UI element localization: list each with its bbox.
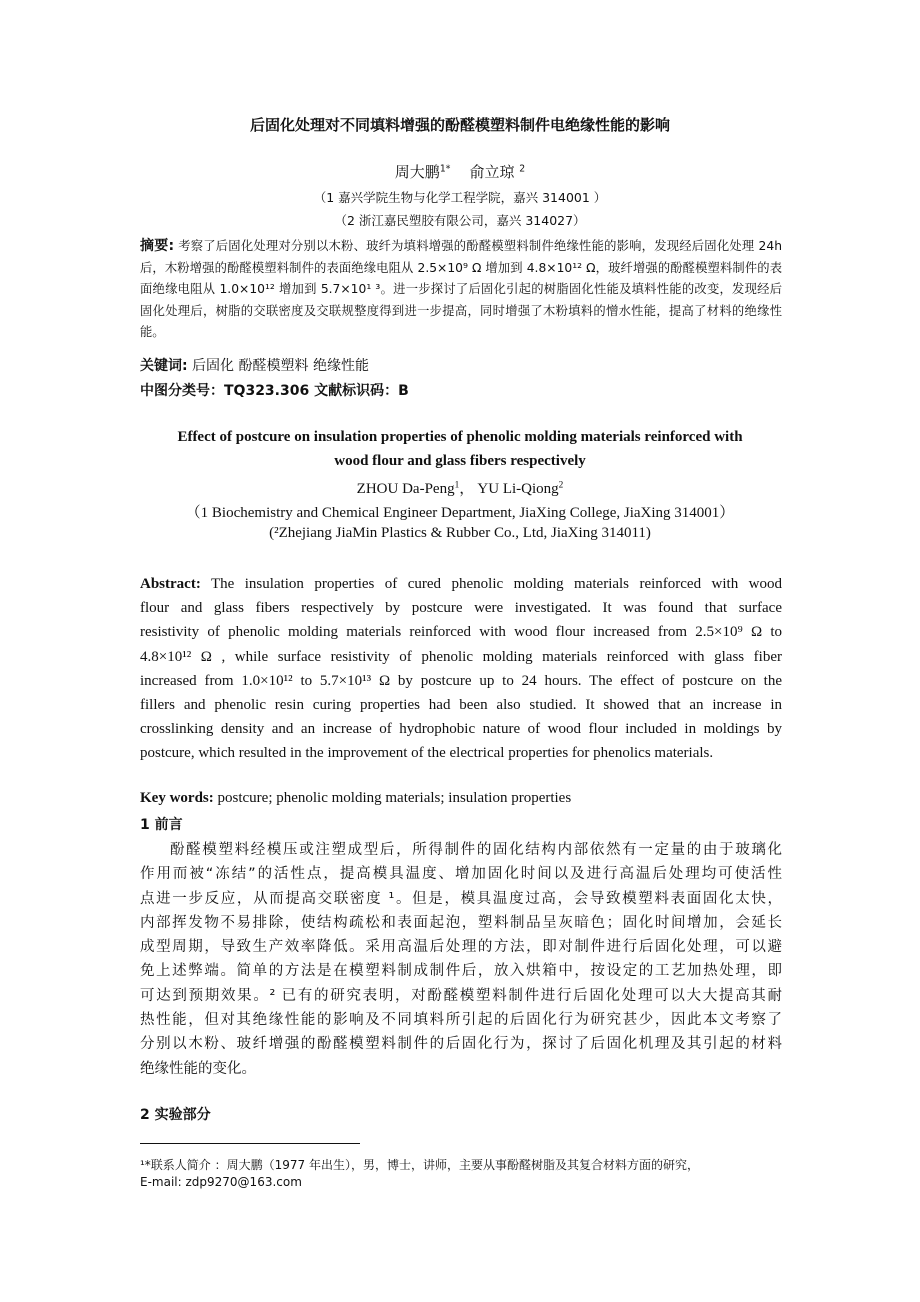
- english-author-2: ， YU Li-Qiong: [459, 481, 559, 497]
- body-line: 内部挥发物不易排除，使结构疏松和表面起泡，塑料制品呈灰暗色；固化时间增加，会延长: [140, 914, 782, 931]
- chinese-keywords-text: 后固化 酚醛模塑料 绝缘性能: [187, 358, 369, 374]
- english-abstract-line: crosslinking density and an increase of hydrophobic nature of wood flour included in moldings by: [140, 721, 782, 738]
- section-2-heading: 2 实验部分: [140, 1107, 211, 1123]
- chinese-authors: [0, 161, 920, 182]
- english-keywords-label: Key words:: [140, 790, 214, 806]
- body-line: 点进一步反应，从而提高交联密度 ¹。但是，模具温度过高，会导致模塑料表面固化太快，: [140, 890, 782, 907]
- english-keywords-text: postcure; phenolic molding materials; insulation properties: [213, 790, 572, 806]
- english-affiliation-2: (²Zhejiang JiaMin Plastics & Rubber Co., Ltd, JiaXing 314011): [269, 525, 651, 541]
- chinese-abstract-text: 考察了后固化处理对分别以木粉、玻纤为填料增强的酚醛模塑料制件绝缘性能的影响，发现经后固化处理 24h 后，木粉增强的酚醛模塑料制件的表面绝缘电阻从 2.5×10⁹ Ω 增加到 4.8×10¹² Ω，玻纤增强的酚醛模塑料制件的表面绝缘电阻从 1.0×10¹² 增加到 5.7×10¹ ³。进一步探讨了后固化引起的树脂固化性能及填料性能的改变，发现经后固化处理后，树脂的交联密度及交联规整度得到进一步提高，同时增强了木粉填料的憎水性能，提高了材料的绝缘性能。: [140, 239, 782, 339]
- chinese-abstract-label: 摘要:: [140, 238, 175, 254]
- english-authors: [0, 477, 920, 498]
- chinese-affiliation-2: （2 浙江嘉民塑胶有限公司，嘉兴 314027）: [334, 213, 586, 228]
- english-abstract-line: postcure, which resulted in the improvement of the electrical properties for phenolics materials.: [140, 745, 714, 762]
- classification-number: 中图分类号：TQ323.306 文献标识码：B: [140, 383, 409, 399]
- english-title-line-1: Effect of postcure on insulation properties of phenolic molding materials reinforced with: [177, 429, 743, 445]
- author-2: 俞立琼: [469, 163, 515, 181]
- english-abstract-line: increased from 1.0×10¹² to 5.7×10¹³ Ω by postcure up to 24 hours. The effect of postcure on the: [140, 672, 782, 689]
- english-title-line-2: wood flour and glass fibers respectively: [334, 453, 586, 469]
- english-author-2-mark: 2: [558, 480, 564, 491]
- chinese-keywords: [140, 355, 369, 375]
- body-line: 可达到预期效果。² 已有的研究表明，对酚醛模塑料制件进行后固化处理可以大大提高其耐: [140, 987, 782, 1004]
- english-author-1: ZHOU Da-Peng: [356, 481, 455, 497]
- section-1-body: [140, 838, 782, 1081]
- author-2-mark: 2: [519, 163, 526, 175]
- english-author-1-mark: 1: [454, 480, 460, 491]
- english-abstract-line: Abstract: The insulation properties of cured phenolic molding materials reinforced with wood: [140, 576, 782, 592]
- author-1-mark: 1*: [439, 163, 451, 175]
- chinese-affiliation-1: （1 嘉兴学院生物与化学工程学院，嘉兴 314001 ）: [313, 190, 607, 205]
- english-abstract: [140, 572, 782, 766]
- english-abstract-line: flour and glass fibers respectively by postcure were investigated. It was found that surface: [140, 600, 782, 617]
- chinese-title: 后固化处理对不同填料增强的酚醛模塑料制件电绝缘性能的影响: [249, 116, 670, 134]
- body-line: 作用而被“冻结”的活性点，提高模具温度、增加固化时间以及进行高温后处理均可使活性: [140, 866, 782, 883]
- body-line: 免上述弊端。简单的方法是在模塑料制成制件后，放入烘箱中，按设定的工艺加热处理，即: [140, 963, 782, 980]
- english-abstract-line: 4.8×10¹² Ω , while surface resistivity of phenolic molding materials reinforced with glass fiber: [140, 648, 782, 665]
- english-abstract-line: resistivity of phenolic molding materials reinforced with wood flour increased from 2.5×10⁹ Ω to: [140, 624, 782, 641]
- english-keywords: [140, 790, 571, 807]
- body-line: 热性能，但对其绝缘性能的影响及不同填料所引起的后固化行为研究甚少，因此本文考察了: [140, 1012, 782, 1029]
- footnote-divider: [140, 1143, 360, 1144]
- chinese-abstract: [140, 236, 782, 344]
- body-line: 酚醛模塑料经模压或注塑成型后，所得制件的固化结构内部依然有一定量的由于玻璃化: [170, 842, 782, 858]
- section-1-heading: 1 前言: [140, 817, 183, 833]
- chinese-keywords-label: 关键词:: [140, 358, 188, 374]
- english-abstract-line: fillers and phenolic resin curing properties had been also studied. It showed that an increase in: [140, 696, 782, 713]
- english-affiliation-1: （1 Biochemistry and Chemical Engineer Department, JiaXing College, JiaXing 314001）: [185, 505, 735, 521]
- footnote-line-1: ¹*联系人简介 ：周大鹏（1977 年出生），男，博士，讲师，主要从事酚醛树脂及其复合材料方面的研究，: [140, 1158, 699, 1172]
- author-1: 周大鹏: [394, 163, 440, 181]
- body-line: 分别以木粉、玻纤增强的酚醛模塑料制件的后固化行为，探讨了后固化机理及其引起的材料: [140, 1036, 782, 1053]
- body-line: 绝缘性能的变化。: [140, 1060, 256, 1077]
- footnote-line-2: E-mail: zdp9270@163.com: [140, 1175, 302, 1189]
- body-line: 成型周期，导致生产效率降低。采用高温后处理的方法，即对制件进行后固化处理，可以避: [140, 939, 782, 956]
- english-abstract-label: Abstract:: [140, 576, 201, 592]
